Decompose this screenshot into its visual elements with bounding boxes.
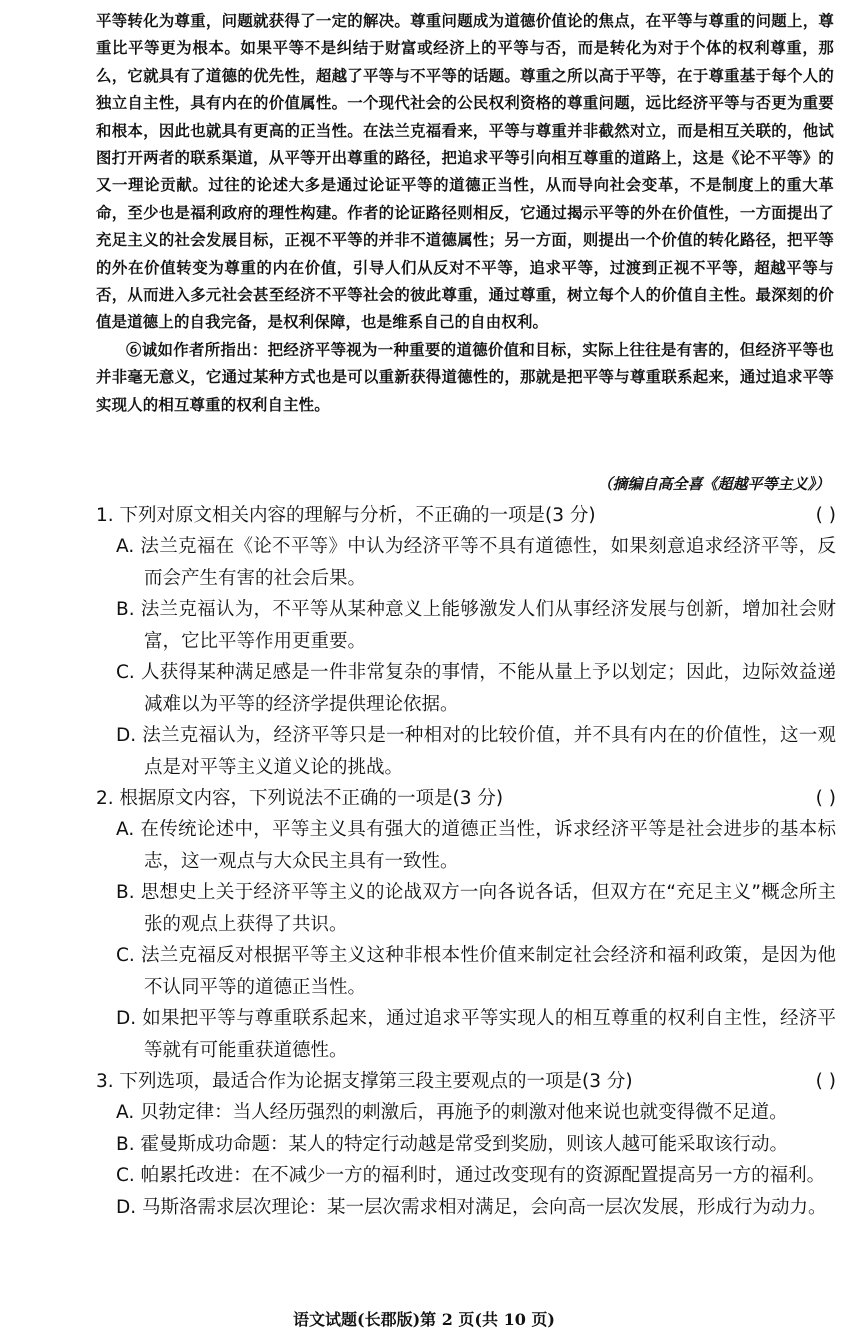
option-a: A. 法兰克福在《论不平等》中认为经济平等不具有道德性，如果刻意追求经济平等，反而会产生有害的社会后果。 [116,536,836,589]
option-c: C. 法兰克福反对根据平等主义这种非根本性价值来制定社会经济和福利政策，是因为他不认同平等的道德正当性。 [116,945,836,998]
answer-blank: ( ) [815,788,836,809]
passage-paragraph-1: 平等转化为尊重，问题就获得了一定的解决。尊重问题成为道德价值论的焦点，在平等与尊重的问题上，尊重比平等更为根本。如果平等不是纠结于财富或经济上的平等与否，而是转化为对于个体的权利尊重，那么，它就具有了道德的优先性，超越了平等与不平等的话题。尊重之所以高于平等，在于尊重基于每个人的独立自主性，具有内在的价值属性。一个现代社会的公民权利资格的尊重问题，远比经济平等与否更为重要和根本，因此也就具有更高的正当性。在法兰克福看来，平等与尊重并非截然对立，而是相互关联的，他试图打开两者的联系渠道，从平等开出尊重的路径，把追求平等引向相互尊重的道路上，这是《论不平等》的又一理论贡献。过往的论述大多是通过论证平等的道德正当性，从而导向社会变革，不是制度上的重大革命，至少也是福利政府的理性构建。作者的论证路径则相反，它通过揭示平等的外在价值性，一方面提出了充足主义的社会发展目标，正视不平等的并非不道德属性；另一方面，则提出一个价值的转化路径，把平等的外在价值转变为尊重的内在价值，引导人们从反对不平等，追求平等，过渡到正视不平等，超越平等与否，从而进入多元社会甚至经济不平等社会的彼此尊重，通过尊重，树立每个人的价值自主性。最深刻的价值是道德上的自我完备，是权利保障，也是维系自己的自由权利。 [96,12,834,332]
question-3-stem: 3. 下列选项，最适合作为论据支撑第三段主要观点的一项是(3 分) [96,1071,633,1092]
question-stem [96,1066,836,1097]
passage-paragraph-6: ⑥诚如作者所指出：把经济平等视为一种重要的道德价值和目标，实际上往往是有害的，但经济平等也并非毫无意义，它通过某种方式也是可以重新获得道德性的，那就是把平等与尊重联系起来，通过追求平等实现人的相互尊重的权利自主性。 [96,340,834,414]
question-stem [96,500,836,531]
option-b: B. 法兰克福认为，不平等从某种意义上能够激发人们从事经济发展与创新，增加社会财富，它比平等作用更重要。 [116,599,836,652]
question-2 [96,783,836,1066]
question-stem [96,783,836,814]
question-2-stem: 2. 根据原文内容，下列说法不正确的一项是(3 分) [96,788,504,809]
reading-passage [96,8,834,419]
option-c: C. 人获得某种满足感是一件非常复杂的事情，不能从量上予以划定；因此，边际效益递减难以为平等的经济学提供理论依据。 [116,662,836,715]
question-1 [96,500,836,783]
option-b: B. 霍曼斯成功命题：某人的特定行动越是常受到奖励，则该人越可能采取该行动。 [116,1133,788,1155]
answer-blank: ( ) [815,505,836,526]
option-a: A. 贝勃定律：当人经历强烈的刺激后，再施予的刺激对他来说也就变得微不足道。 [116,1102,788,1123]
question-3 [96,1066,836,1223]
option-d: D. 如果把平等与尊重联系起来，通过追求平等实现人的相互尊重的权利自主性，经济平等就有可能重获道德性。 [116,1008,836,1061]
question-1-stem: 1. 下列对原文相关内容的理解与分析，不正确的一项是(3 分) [96,505,596,526]
passage-source: （摘编自高全喜《超越平等主义》） [597,475,830,493]
question-list [96,500,836,1223]
option-b: B. 思想史上关于经济平等主义的论战双方一向各说各话，但双方在“充足主义”概念所主张的观点上获得了共识。 [116,882,836,935]
option-d: D. 马斯洛需求层次理论：某一层次需求相对满足，会向高一层次发展，形成行为动力。 [116,1196,827,1218]
option-d: D. 法兰克福认为，经济平等只是一种相对的比较价值，并不具有内在的价值性，这一观点是对平等主义道义论的挑战。 [116,725,836,778]
answer-blank: ( ) [815,1071,836,1092]
page-footer: 语文试题(长郡版)第 2 页(共 10 页) [293,1310,555,1329]
option-a: A. 在传统论述中，平等主义具有强大的道德正当性，诉求经济平等是社会进步的基本标志，这一观点与大众民主具有一致性。 [116,819,836,872]
option-c: C. 帕累托改进：在不减少一方的福利时，通过改变现有的资源配置提高另一方的福利。 [116,1165,826,1186]
